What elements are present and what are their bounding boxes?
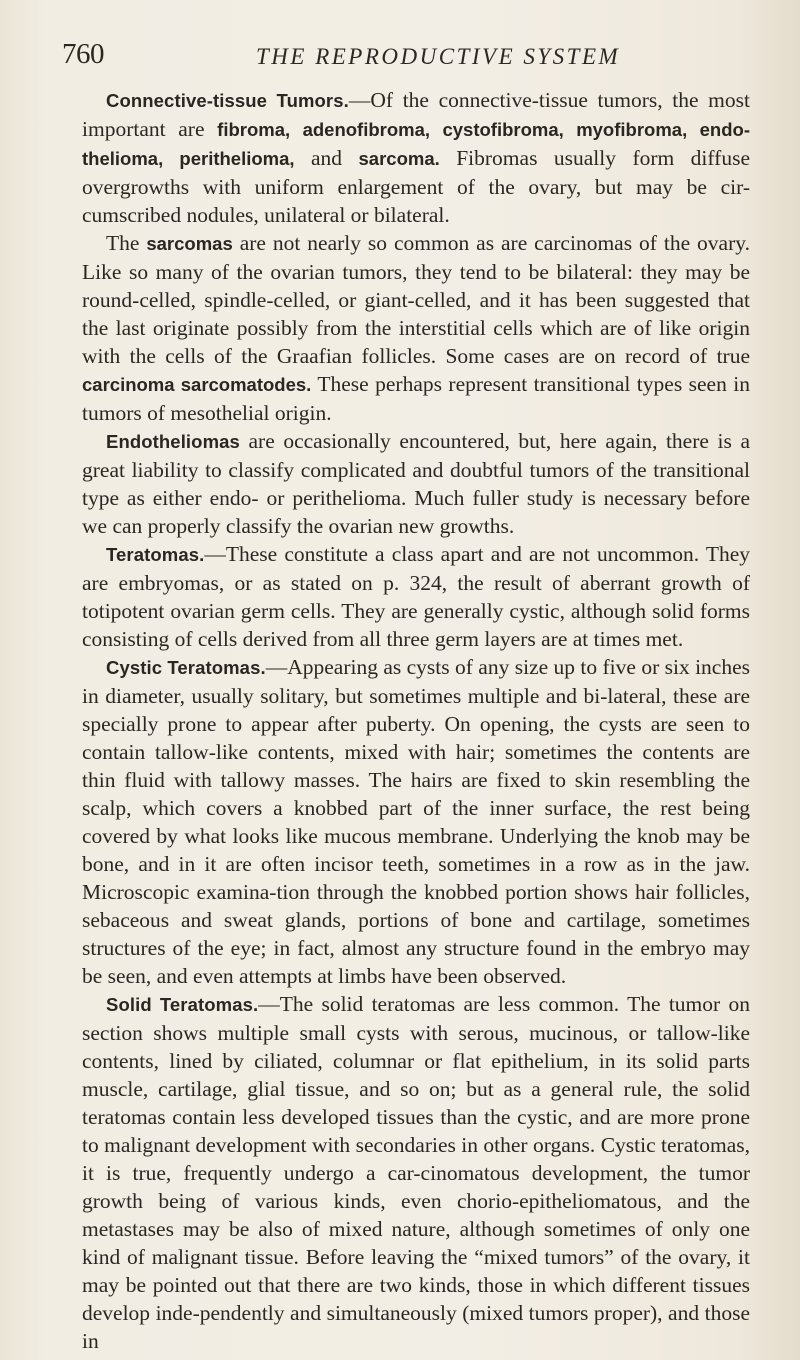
bold-term: carcinoma sarcomatodes.	[82, 374, 312, 395]
text-run: —These constitute a class apart and are not uncommon. They are embryomas, or as stated on p. 324, the result of aberrant growth of totipotent ovarian germ cells. They are generally cystic, although solid forms consisting of cells derived from all three germ layers are at times met.	[82, 542, 750, 651]
paragraph-teratomas	[82, 540, 750, 653]
body-text	[82, 86, 750, 1355]
bold-term: fibroma, adenofibroma, cystofibroma, myofibroma, endo-thelioma, perithelioma,	[82, 119, 750, 169]
paragraph-cystic-teratomas	[82, 653, 750, 990]
bold-term: sarcomas	[146, 233, 233, 254]
paragraph-endotheliomas	[82, 427, 750, 540]
running-head: THE REPRODUCTIVE SYSTEM	[256, 44, 621, 69]
run-in-heading: Endotheliomas	[106, 431, 240, 452]
run-in-heading: Teratomas.	[106, 544, 205, 565]
run-in-heading: Connective-tissue Tumors.	[106, 90, 349, 111]
run-in-heading: Cystic Teratomas.	[106, 657, 266, 678]
paragraph-sarcomas	[82, 229, 750, 427]
text-run: Fibromas usually form diffuse overgrowths with uniform enlargement of the ovary, but may be cir-cumscribed nodules, unilateral or bilateral.	[82, 146, 750, 227]
run-in-heading: Solid Teratomas.	[106, 994, 259, 1015]
text-run: The	[106, 231, 147, 255]
text-run: are occasionally encountered, but, here again, there is a great liability to classify complicated and doubtful tumors of the transitional type as either endo- or perithelioma. Much fuller study is necessary before we can properly classify the ovarian new growths.	[82, 429, 750, 538]
paragraph-connective-tissue-tumors	[82, 86, 750, 229]
paragraph-solid-teratomas	[82, 990, 750, 1355]
text-run: These perhaps represent transitional types seen in tumors of mesothelial origin.	[82, 372, 750, 425]
text-run: are not nearly so common as are carcinomas of the ovary. Like so many of the ovarian tumors, they tend to be bilateral: they may be round-celled, spindle-celled, or giant-celled, and it has been suggested that the last originate possibly from the interstitial cells which are of like origin with the cells of the Graafian follicles. Some cases are on record of true	[82, 231, 750, 368]
page-number: 760	[62, 38, 104, 70]
text-run: —Of the connective-tissue tumors, the most important are	[82, 88, 750, 141]
text-run: and	[294, 146, 359, 170]
bold-term: sarcoma.	[358, 148, 440, 169]
page-header	[0, 38, 800, 82]
text-run: —The solid teratomas are less common. The tumor on section shows multiple small cysts with serous, mucinous, or tallow-like contents, lined by ciliated, columnar or flat epithelium, in its solid parts muscle, cartilage, glial tissue, and so on; but as a general rule, the solid teratomas contain less developed tissues than the cystic, and are more prone to malignant development with secondaries in other organs. Cystic teratomas, it is true, frequently undergo a car-cinomatous development, the tumor growth being of various kinds, even chorio-epitheliomatous, and the metastases may be also of mixed nature, although sometimes of only one kind of malignant tissue. Before leaving the “mixed tumors” of the ovary, it may be pointed out that there are two kinds, those in which different tissues develop inde-pendently and simultaneously (mixed tumors proper), and those in	[82, 992, 750, 1353]
text-run: —Appearing as cysts of any size up to five or six inches in diameter, usually solitary, but sometimes multiple and bi-lateral, these are specially prone to appear after puberty. On opening, the cysts are seen to contain tallow-like contents, mixed with hair; sometimes the contents are thin fluid with tallowy masses. The hairs are fixed to skin resembling the scalp, which covers a knobbed part of the inner surface, the rest being covered by what looks like mucous membrane. Underlying the knob may be bone, and in it are often incisor teeth, sometimes in a row as in the jaw. Microscopic examina-tion through the knobbed portion shows hair follicles, sebaceous and sweat glands, portions of bone and cartilage, sometimes structures of the eye; in fact, almost any structure found in the embryo may be seen, and even attempts at limbs have been observed.	[82, 655, 751, 988]
